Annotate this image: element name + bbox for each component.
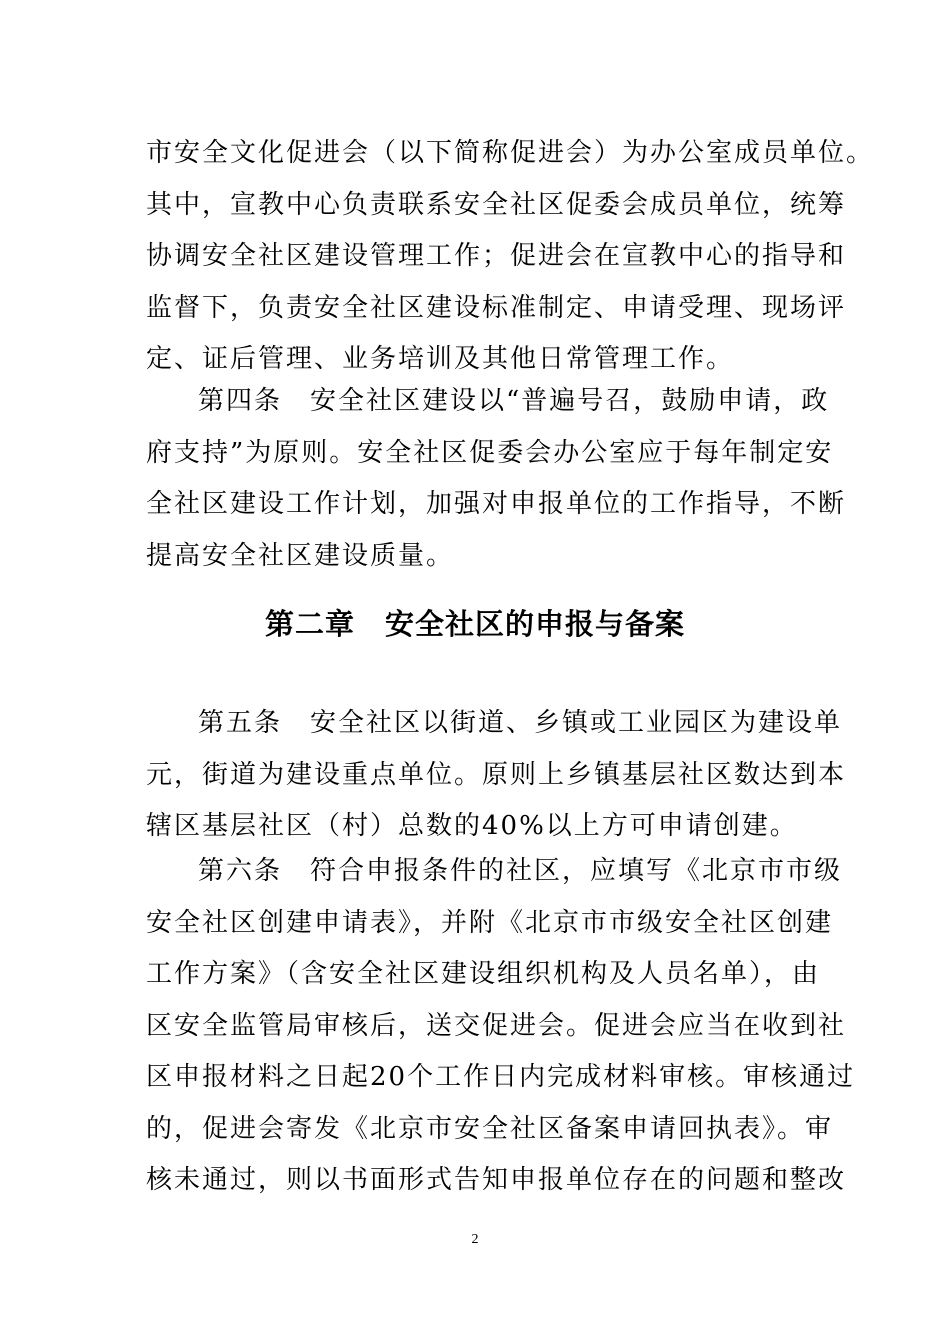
text-line: 元，街道为建设重点单位。原则上乡镇基层社区数达到本: [146, 759, 847, 790]
text-line: 核未通过，则以书面形式告知申报单位存在的问题和整改: [146, 1165, 847, 1195]
article-5-paragraph: [146, 698, 847, 853]
text-line: 监督下，负责安全社区建设标准制定、申请受理、现场评: [146, 292, 847, 323]
chapter-heading: 第二章 安全社区的申报与备案: [264, 607, 685, 641]
text-line: 安全社区创建申请表》，并附《北京市市级安全社区创建: [146, 907, 834, 938]
paragraph-continued: [146, 128, 875, 386]
text-line: 区申报材料之日起20个工作日内完成材料审核。审核通过: [146, 1062, 856, 1092]
text-line: 提高安全社区建设质量。: [146, 540, 455, 571]
text-line: 第四条 安全社区建设以“普遍号召，鼓励申请，政: [198, 386, 830, 416]
text-line: 第六条 符合申报条件的社区，应填写《北京市市级: [198, 856, 843, 886]
text-line: 工作方案》（含安全社区建设组织机构及人员名单），由: [146, 959, 821, 989]
text-line: 府支持”为原则。安全社区促委会办公室应于每年制定安: [146, 437, 834, 468]
article-6-paragraph: [146, 846, 856, 1207]
text-line: 协调安全社区建设管理工作；促进会在宣教中心的指导和: [146, 241, 847, 271]
text-line: 其中，宣教中心负责联系安全社区促委会成员单位，统筹: [146, 189, 847, 220]
text-line: 市安全文化促进会（以下简称促进会）为办公室成员单位。: [146, 138, 875, 168]
text-line: 的，促进会寄发《北京市安全社区备案申请回执表》。审: [146, 1113, 834, 1144]
text-line: 辖区基层社区（村）总数的40%以上方可申请创建。: [146, 811, 798, 841]
text-line: 区安全监管局审核后，送交促进会。促进会应当在收到社: [146, 1010, 847, 1041]
article-4-paragraph: [146, 376, 847, 582]
text-line: 全社区建设工作计划，加强对申报单位的工作指导，不断: [146, 489, 847, 519]
text-line: 第五条 安全社区以街道、乡镇或工业园区为建设单: [198, 708, 843, 738]
text-line: 定、证后管理、业务培训及其他日常管理工作。: [146, 344, 735, 374]
page-number: 2: [471, 1232, 479, 1247]
